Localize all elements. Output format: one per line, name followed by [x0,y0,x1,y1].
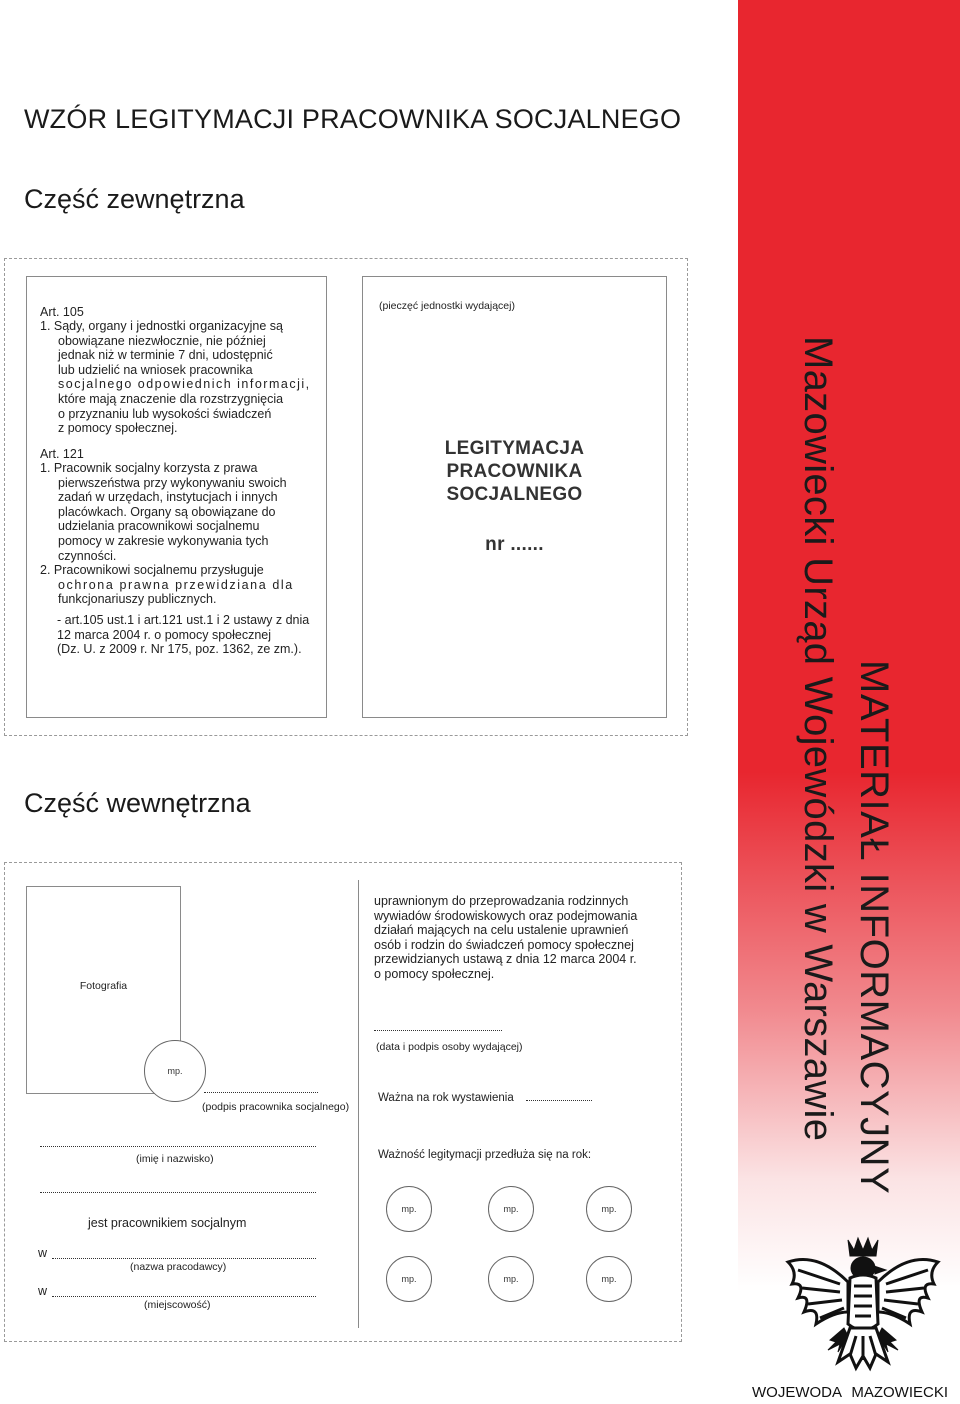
card-title: LEGITYMACJA PRACOWNIKA SOCJALNEGO [444,438,585,505]
seal-caption: (pieczęć jednostki wydającej) [379,300,515,312]
place-prefix: w [38,1284,48,1298]
extension-stamp: mp. [386,1256,432,1302]
signature-line [204,1092,318,1093]
outer-left-card [26,276,327,718]
document-title: WZÓR LEGITYMACJI PRACOWNIKA SOCJALNEGO [24,104,682,134]
issuer-caption: (data i podpis osoby wydającej) [376,1041,523,1053]
employer-caption: (nazwa pracodawcy) [130,1261,227,1273]
employer-prefix: w [38,1246,48,1260]
name-caption: (imię i nazwisko) [136,1153,214,1165]
name-line [40,1146,316,1147]
extension-stamp: mp. [488,1256,534,1302]
legal-reference: - art.105 ust.1 i art.121 ust.1 i 2 ustawy z dnia 12 marca 2004 r. o pomocy społecznej (Dz. U. z 2009 r. Nr 175, poz. 1362, ze zm.). [57,613,310,657]
valid-year-line [526,1100,592,1101]
extension-stamp: mp. [586,1186,632,1232]
art105-title: Art. 105 [40,305,84,319]
authorization-text: uprawnionym do przeprowadzania rodzinnych wywiadów środowiskowych oraz podejmowania działań mających na celu ustalenie uprawnień osób i rodzin do świadczeń pomocy społecznej przewidzianych ustawą z dnia 12 marca 2004 r. o pomocy społecznej. [374,894,638,981]
issuer-signature-line [374,1030,502,1031]
valid-label: Ważna na rok wystawienia [378,1092,514,1104]
inner-part-heading: Część wewnętrzna [24,788,251,818]
name-line-2 [40,1192,316,1193]
sidebar-subtitle: Mazowiecki Urząd Wojewódzki w Warszawie [796,336,840,1142]
photo-label: Fotografia [79,980,128,992]
art121-text: 1. Pracownik socjalny korzysta z prawa pierwszeństwa przy wykonywaniu swoich zadań w urzędach, instytucjach i innych placówkach. Organy są obowiązane do udzielania pracownikowi socjalnemu pomocy w zakresie wykonywania tych czynności. 2. Pracownikowi socjalnemu przysługuje ochrona prawna przewidziana dla funkcjonariuszy publicznych. [40,461,294,607]
employer-line [52,1258,316,1259]
card-number: nr ...... [485,534,544,555]
art105-text: 1. Sądy, organy i jednostki organizacyjne są obowiązane niezwłocznie, nie później jednak niż w terminie 7 dni, udostępnić lub udzielić na wniosek pracownika socjalnego odpowiednich informacji, które mają znaczenie dla rozstrzygnięcia o przyznaniu lub wysokości świadczeń z pomocy społecznej. [40,319,311,436]
red-sidebar [738,0,960,1404]
outer-part-heading: Część zewnętrzna [24,184,245,214]
extension-label: Ważność legitymacji przedłuża się na rok: [378,1149,592,1161]
extension-stamp: mp. [586,1256,632,1302]
polish-eagle-icon [778,1232,948,1380]
sidebar-footer: WOJEWODA MAZOWIECKI [752,1384,948,1401]
extension-stamp: mp. [386,1186,432,1232]
stamp-circle: mp. [144,1040,206,1102]
art121-title: Art. 121 [40,447,84,461]
inner-fold-line [358,880,361,1328]
sidebar-title: MATERIAŁ INFORMACYJNY [852,660,896,1195]
outer-right-card [362,276,667,718]
signature-caption: (podpis pracownika socjalnego) [202,1101,350,1113]
place-caption: (miejscowość) [144,1299,211,1311]
extension-stamp: mp. [488,1186,534,1232]
place-line [52,1296,316,1297]
role-text: jest pracownikiem socjalnym [88,1216,247,1230]
